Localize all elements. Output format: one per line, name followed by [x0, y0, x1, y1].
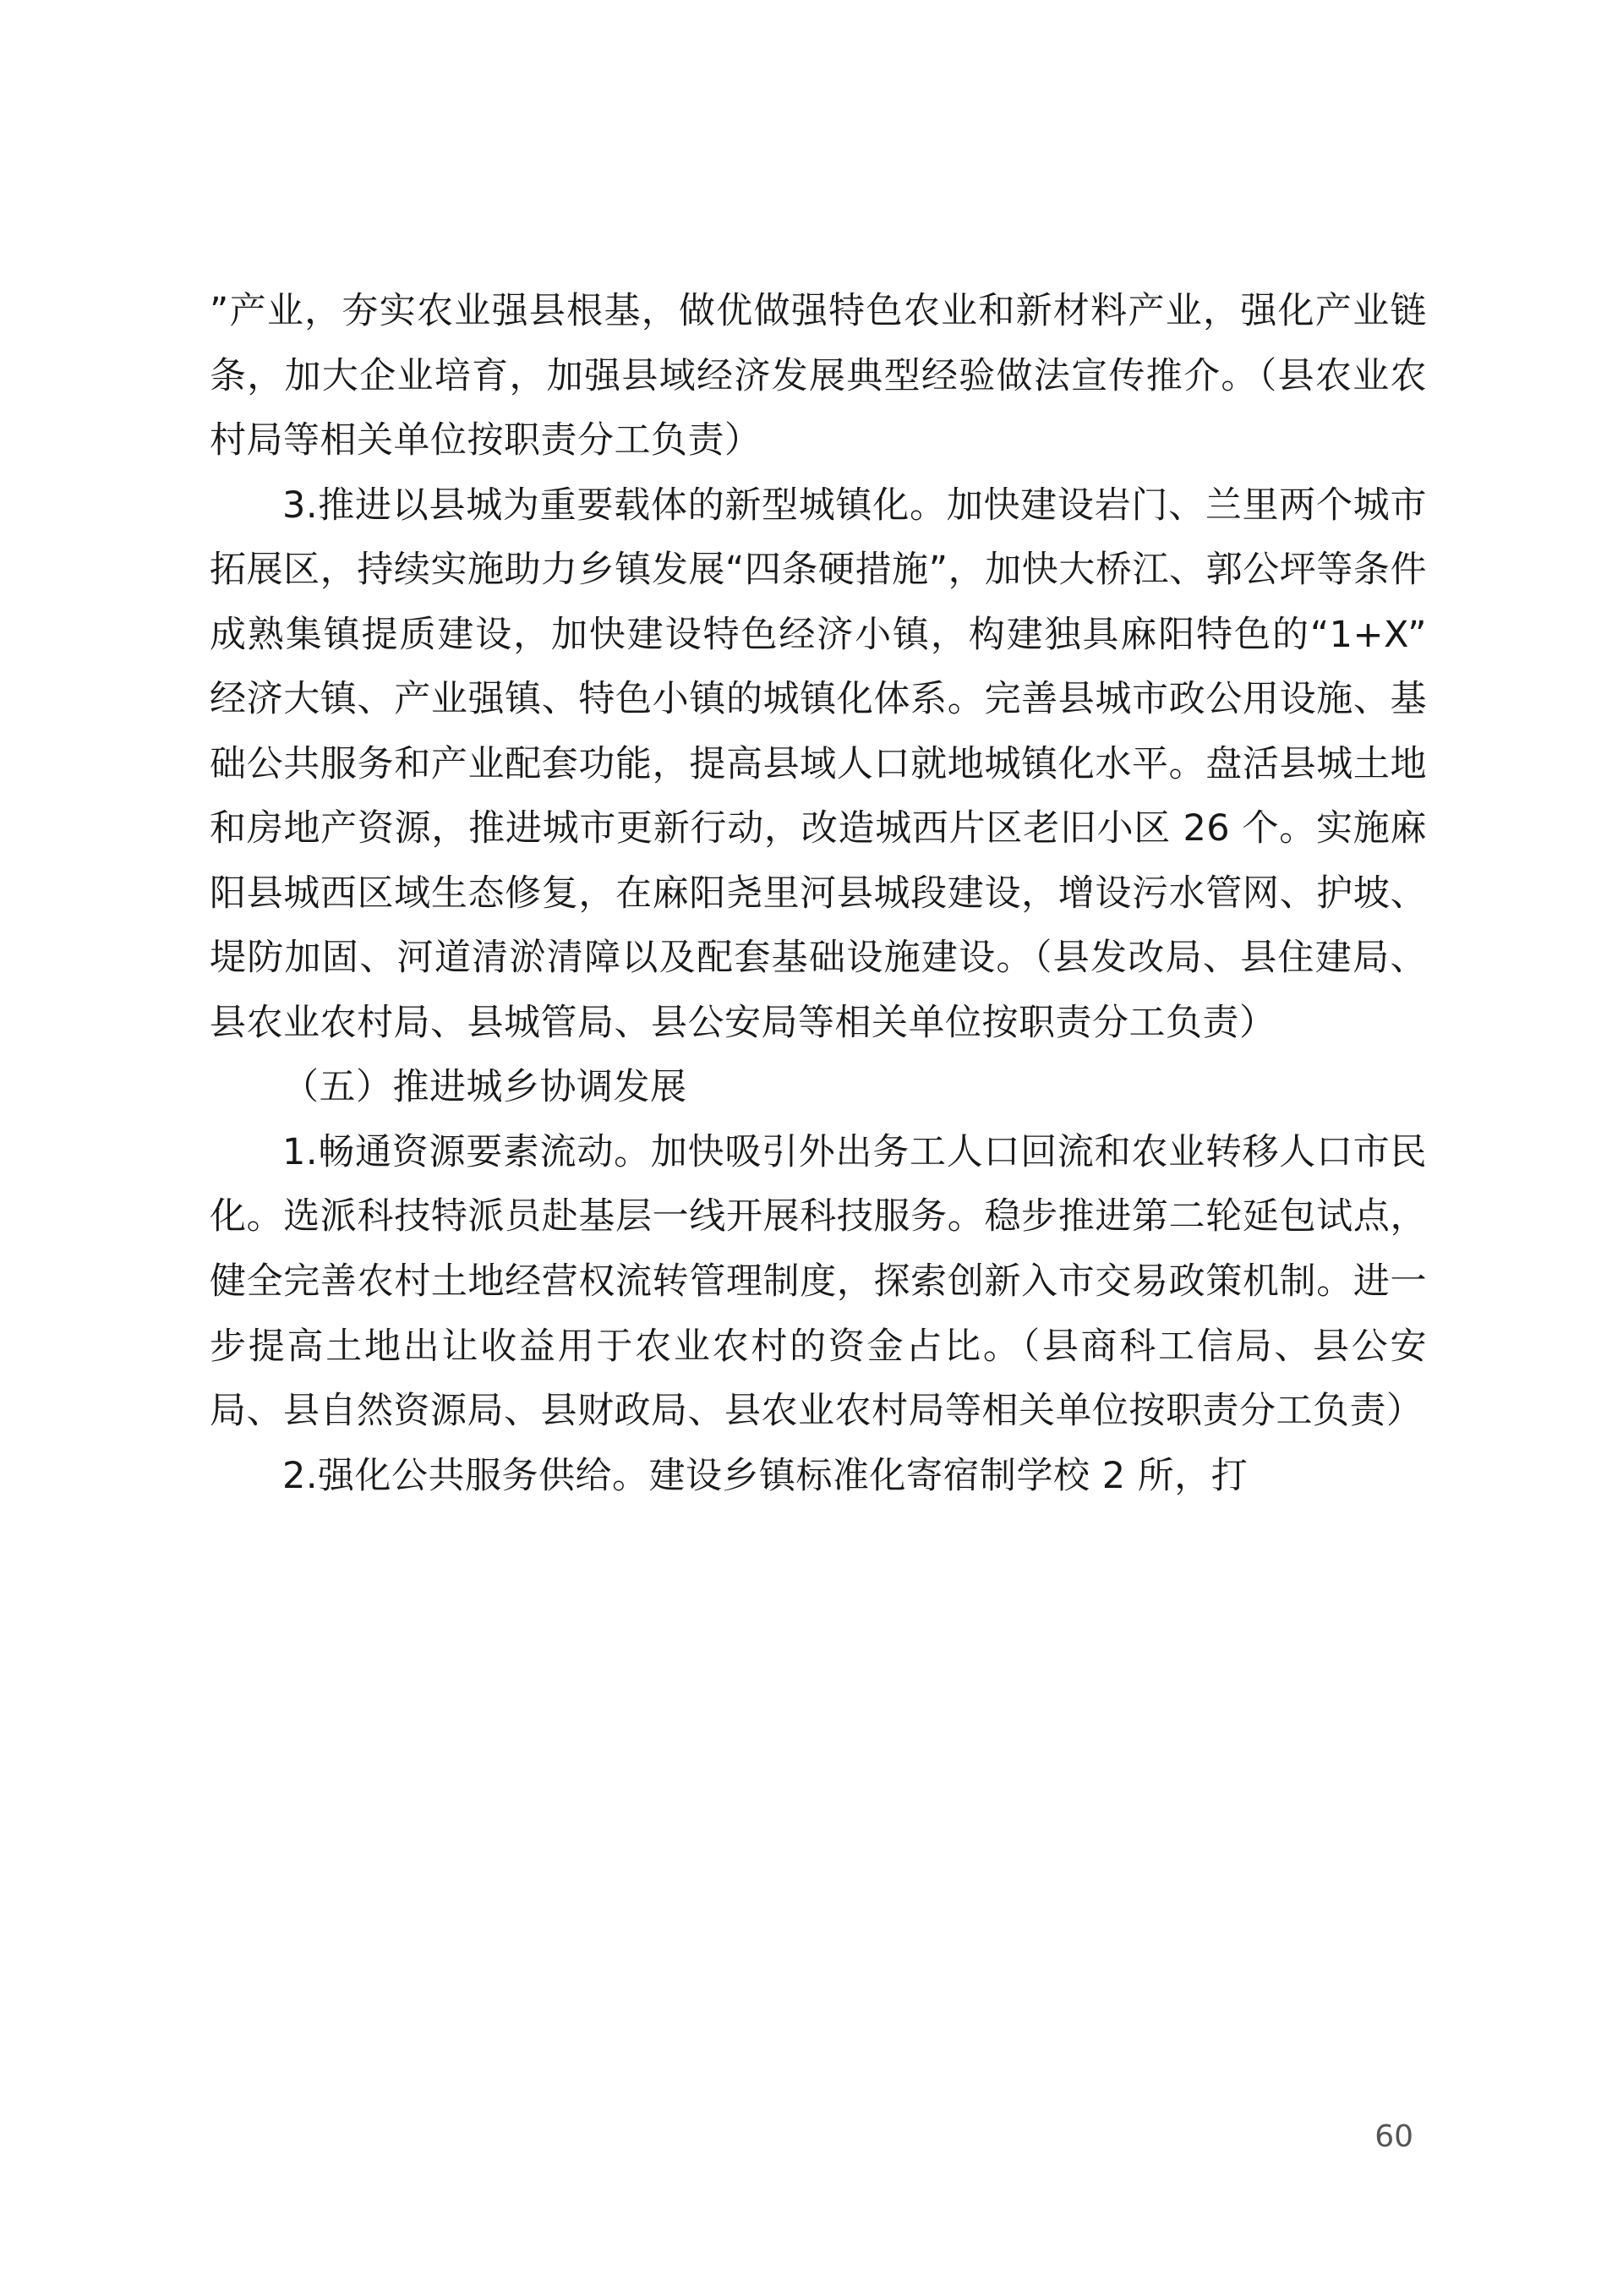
paragraph-item-1-resource-flow: 1.畅通资源要素流动。加快吸引外出务工人口回流和农业转移人口市民化。选派科技特派员赴基层一线开展科技服务。稳步推进第二轮延包试点，健全完善农村土地经营权流转管理制度，探索创新入市交易政策机制。进一步提高土地出让收益用于农业农村的资金占比。（县商科工信局、县公安局、县自然资源局、县财政局、县农业农村局等相关单位按职责分工负责）: [210, 1130, 1427, 1433]
paragraph-item-2-public-service: 2.强化公共服务供给。建设乡镇标准化寄宿制学校 2 所，打: [282, 1454, 1249, 1497]
paragraph-item-3-urbanization: 3.推进以县城为重要载体的新型城镇化。加快建设岩门、兰里两个城市拓展区，持续实施助力乡镇发展“四条硬措施”，加快大桥江、郭公坪等条件成熟集镇提质建设，加快建设特色经济小镇，构建独具麻阳特色的“1+X”经济大镇、产业强镇、特色小镇的城镇化体系。完善县城市政公用设施、基础公共服务和产业配套功能，提高县域人口就地城镇化水平。盘活县城土地和房地产资源，推进城市更新行动，改造城西片区老旧小区 26 个。实施麻阳县城西区域生态修复，在麻阳尧里河县城段建设，增设污水管网、护坡、堤防加固、河道清淤清障以及配套基础设施建设。（县发改局、县住建局、县农业农村局、县城管局、县公安局等相关单位按职责分工负责）: [210, 484, 1427, 1044]
page-number: 60: [1374, 2119, 1413, 2154]
paragraph-continued-industry: ”产业，夯实农业强县根基，做优做强特色农业和新材料产业，强化产业链条，加大企业培育，加强县域经济发展典型经验做法宣传推介。（县农业农村局等相关单位按职责分工负责）: [210, 290, 1427, 462]
paragraph-section-five-heading: （五）推进城乡协调发展: [282, 1066, 687, 1109]
page-body-text: [210, 279, 1427, 1508]
